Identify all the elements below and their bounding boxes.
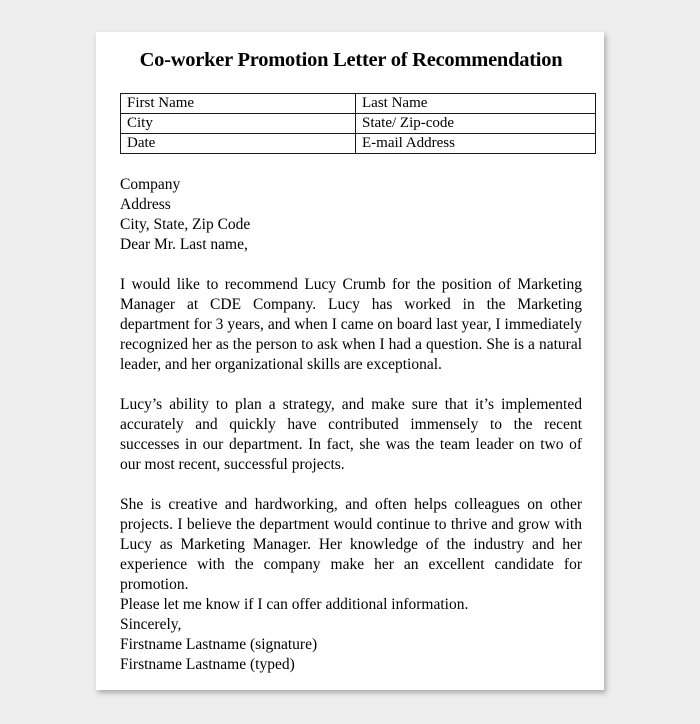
closing-line-typed-name: Firstname Lastname (typed): [120, 655, 295, 673]
body-paragraph-3: She is creative and hardworking, and often helps colleagues on other projects. I believe the department would continue to thrive and grow with Lucy as Marketing Manager. Her knowledge of the industry and her experience with the company make her an excellent candidate for promotion.: [120, 495, 582, 593]
table-row: [121, 133, 596, 153]
contact-info-table: [120, 93, 596, 154]
closing-block: [120, 595, 582, 675]
address-line-city-state-zip: City, State, Zip Code: [120, 215, 251, 233]
page-title: Co-worker Promotion Letter of Recommendation: [139, 49, 563, 71]
document-content: [120, 32, 582, 675]
table-cell-first-name[interactable]: First Name: [121, 93, 356, 113]
closing-line-signature: Firstname Lastname (signature): [120, 635, 318, 653]
table-cell-date[interactable]: Date: [121, 133, 356, 153]
body-paragraph-2: Lucy’s ability to plan a strategy, and make sure that it’s implemented accurately and quickly have contributed immensely to the recent successes in our department. In fact, she was the team leader on two of our most recent, successful projects.: [120, 395, 582, 473]
table-cell-email[interactable]: E-mail Address: [356, 133, 596, 153]
table-cell-city[interactable]: City: [121, 113, 356, 133]
table-row: [121, 113, 596, 133]
document-page: [96, 32, 604, 690]
table-cell-state-zip[interactable]: State/ Zip-code: [356, 113, 596, 133]
closing-line-offer: Please let me know if I can offer additional information.: [120, 595, 469, 613]
address-line-company: Company: [120, 175, 181, 193]
table-row: [121, 93, 596, 113]
body-paragraph-1: I would like to recommend Lucy Crumb for the position of Marketing Manager at CDE Company. Lucy has worked in the Marketing department for 3 years, and when I came on board last year, I immediately recognized her as the person to ask when I had a question. She is a natural leader, and her organizational skills are exceptional.: [120, 275, 582, 373]
address-line-address: Address: [120, 195, 171, 213]
recipient-address-block: [120, 175, 582, 255]
closing-line-sincerely: Sincerely,: [120, 615, 182, 633]
table-cell-last-name[interactable]: Last Name: [356, 93, 596, 113]
salutation-line: Dear Mr. Last name,: [120, 235, 248, 253]
